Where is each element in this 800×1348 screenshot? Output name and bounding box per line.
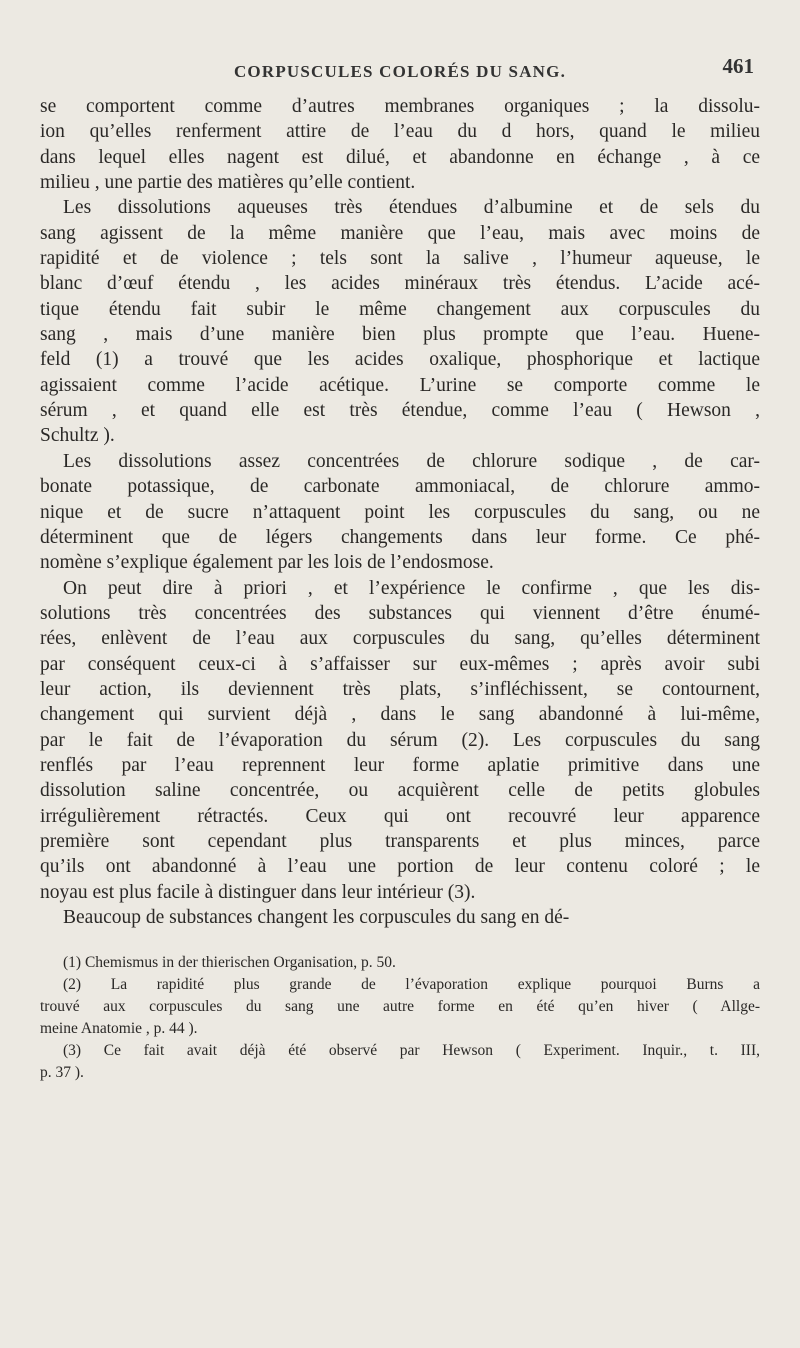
footnote-line: (1) Chemismus in der thierischen Organisation, p. 50. xyxy=(63,954,396,972)
text-line: qu’ils ont abandonné à l’eau une portion de leur contenu coloré ; le xyxy=(40,856,760,878)
text-line: sang , mais d’une manière bien plus prompte que l’eau. Huene- xyxy=(40,324,760,346)
text-line: dissolution saline concentrée, ou acquièrent celle de petits globules xyxy=(40,780,760,802)
text-line: sang agissent de la même manière que l’eau, mais avec moins de xyxy=(40,222,760,244)
text-line: rées, enlèvent de l’eau aux corpuscules du sang, qu’elles déterminent xyxy=(40,628,760,650)
text-line: changement qui survient déjà , dans le sang abandonné à lui-même, xyxy=(40,704,760,726)
footnote-line: (3) Ce fait avait déjà été observé par Hewson ( Experiment. Inquir., t. III, xyxy=(63,1042,760,1060)
text-line: leur action, ils deviennent très plats, s’infléchissent, se contournent, xyxy=(40,678,760,700)
running-title: CORPUSCULES COLORÉS DU SANG. xyxy=(233,62,567,81)
text-line: première sont cependant plus transparents et plus minces, parce xyxy=(40,830,760,852)
text-line: On peut dire à priori , et l’expérience le confirme , que les dis- xyxy=(63,577,760,599)
text-line: se comportent comme d’autres membranes organiques ; la dissolu- xyxy=(40,96,760,117)
text-line: par conséquent ceux-ci à s’affaisser sur eux-mêmes ; après avoir subi xyxy=(40,653,760,675)
text-line: renflés par l’eau reprennent leur forme aplatie primitive dans une xyxy=(40,754,760,776)
footnote-line: p. 37 ). xyxy=(40,1064,84,1082)
footnotes xyxy=(40,952,760,1084)
running-head xyxy=(40,52,760,86)
text-line: noyau est plus facile à distinguer dans leur intérieur (3). xyxy=(40,881,476,903)
text-line: Les dissolutions assez concentrées de chlorure sodique , de car- xyxy=(63,450,760,472)
text-line: déterminent que de légers changements dans leur forme. Ce phé- xyxy=(40,526,760,548)
text-line: blanc d’œuf étendu , les acides minéraux très étendus. L’acide acé- xyxy=(40,273,760,295)
text-line: sérum , et quand elle est très étendue, comme l’eau ( Hewson , xyxy=(40,400,760,422)
footnote-line: (2) La rapidité plus grande de l’évaporation explique pourquoi Burns a xyxy=(63,976,760,994)
text-line: bonate potassique, de carbonate ammoniacal, de chlorure ammo- xyxy=(40,476,760,498)
text-line: milieu , une partie des matières qu’elle contient. xyxy=(40,172,416,194)
footnote-line: meine Anatomie , p. 44 ). xyxy=(40,1020,198,1038)
footnote-line: trouvé aux corpuscules du sang une autre forme en été qu’en hiver ( Allge- xyxy=(40,998,760,1016)
text-line: nomène s’explique également par les lois de l’endosmose. xyxy=(40,552,494,574)
text-line: Les dissolutions aqueuses très étendues d’albumine et de sels du xyxy=(63,197,760,219)
text-line: par le fait de l’évaporation du sérum (2). Les corpuscules du sang xyxy=(40,729,760,751)
text-line: irrégulièrement rétractés. Ceux qui ont recouvré leur apparence xyxy=(40,805,760,827)
text-line: rapidité et de violence ; tels sont la salive , l’humeur aqueuse, le xyxy=(40,248,760,270)
text-line: feld (1) a trouvé que les acides oxalique, phosphorique et lactique xyxy=(40,349,760,371)
text-line: dans lequel elles nagent est dilué, et abandonne en échange , à ce xyxy=(40,146,760,168)
text-line: solutions très concentrées des substances qui viennent d’être énumé- xyxy=(40,602,760,624)
body-text xyxy=(40,94,760,930)
text-line: tique étendu fait subir le même changement aux corpuscules du xyxy=(40,298,760,320)
text-line: ion qu’elles renferment attire de l’eau du d hors, quand le milieu xyxy=(40,121,760,143)
text-line: Schultz ). xyxy=(40,425,115,447)
text-line: Beaucoup de substances changent les corpuscules du sang en dé- xyxy=(63,907,570,928)
page-number: 461 xyxy=(722,54,754,78)
text-line: agissaient comme l’acide acétique. L’urine se comporte comme le xyxy=(40,374,760,396)
text-line: nique et de sucre n’attaquent point les corpuscules du sang, ou ne xyxy=(40,501,760,523)
